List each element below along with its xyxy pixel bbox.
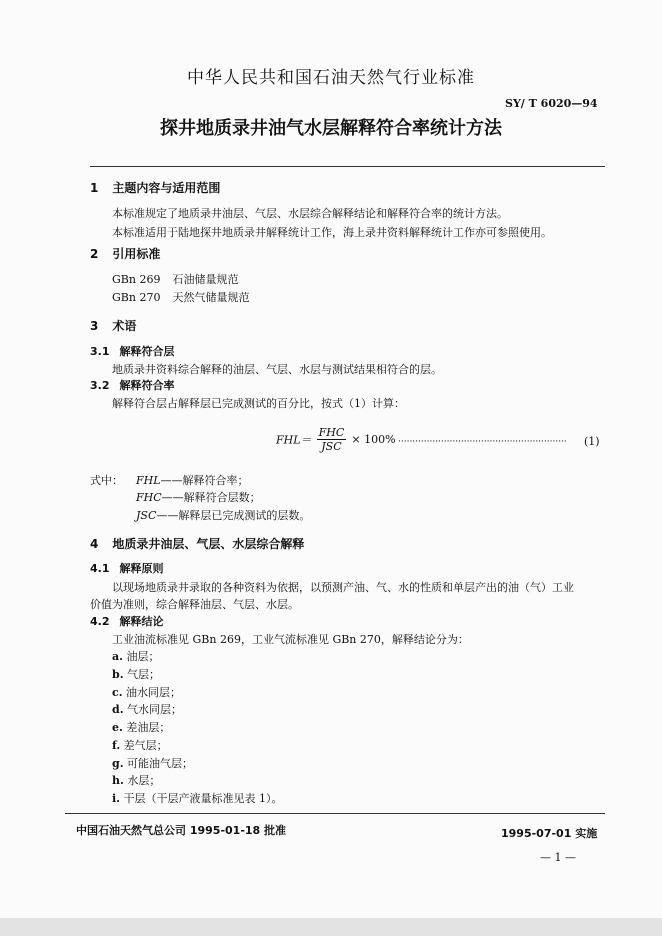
where-symbol: FHC [136,491,162,504]
where-symbol: FHL [136,474,161,487]
section-4-heading [90,536,304,552]
list-item [112,791,283,807]
section-3-1-number: 3.1 [90,345,110,358]
list-text: 气水同层； [127,703,183,716]
formula-denominator: JSC [321,440,342,453]
where-item [136,508,310,524]
list-text: 水层； [127,774,161,787]
list-item [112,756,193,772]
reference-code: GBn 270 [112,291,161,304]
list-item [112,773,160,789]
list-text: 可能油气层； [127,757,194,770]
reference-name: 天然气储量规范 [172,291,250,304]
list-marker: a. [112,650,123,663]
section-3-2-text: 解释符合层占解释层已完成测试的百分比，按式（1）计算： [112,397,405,410]
where-description: ——解释符合层数； [161,491,261,504]
section-4-2-intro: 工业油流标准见 GBn 269，工业气流标准见 GBn 270，解释结论分为： [112,633,469,646]
list-item [112,720,170,736]
list-text: 气层； [127,668,161,681]
footer-rule [65,813,605,814]
where-description: ——解释层已完成测试的层数。 [156,509,311,522]
list-item [112,685,181,701]
section-4-1-title: 解释原则 [119,562,164,575]
section-3-1-heading [90,344,175,360]
section-2-heading [90,246,160,262]
list-item [112,738,168,754]
section-3-2-number: 3.2 [90,379,110,392]
list-text: 油水同层； [126,686,182,699]
section-4-2-heading [90,614,164,630]
approval-line: 中国石油天然气总公司 1995-01-18 批准 [76,824,287,837]
reference-item [112,272,238,288]
list-marker: e. [112,721,123,734]
section-1-number: 1 [90,181,99,195]
section-4-2-title: 解释结论 [119,615,164,628]
section-3-heading [90,318,136,334]
list-marker: g. [112,757,124,770]
effective-date: 1995-07-01 实施 [501,827,598,840]
page-number: — 1 — [540,851,576,864]
list-marker: i. [112,792,121,805]
section-4-title: 地质录井油层、气层、水层综合解释 [112,537,305,551]
list-marker: b. [112,668,124,681]
list-marker: f. [112,739,121,752]
standard-code: SY/ T 6020—94 [505,97,598,110]
list-item [112,702,182,718]
section-3-2-title: 解释符合率 [119,379,175,392]
section-3-1-title: 解释符合层 [119,345,175,358]
formula-rhs: × 100% [351,433,396,446]
section-3-2-heading [90,378,175,394]
reference-item [112,290,249,306]
formula-leader-dots: ··························································· [398,437,567,447]
formula-number: (1) [584,435,600,448]
list-marker: d. [112,703,124,716]
where-item [136,490,261,506]
scan-edge [0,918,662,936]
formula-numerator: FHC [318,426,345,439]
where-description: ——解释符合率； [160,474,249,487]
section-4-2-number: 4.2 [90,615,110,628]
section-2-number: 2 [90,247,99,261]
formula [276,426,396,453]
list-marker: c. [112,686,123,699]
list-marker: h. [112,774,124,787]
section-2-title: 引用标准 [112,247,161,261]
reference-name: 石油储量规范 [172,273,239,286]
list-text: 干层（干层产液量标准见表 1）。 [123,792,283,805]
section-4-1-number: 4.1 [90,562,110,575]
formula-lhs: FHL＝ [276,433,312,447]
formula-fraction [317,426,347,453]
list-text: 差油层； [126,721,171,734]
where-label: 式中： [90,474,123,487]
section-1-title: 主题内容与适用范围 [112,181,221,195]
section-4-1-line-2: 价值为准则，综合解释油层、气层、水层。 [90,598,299,611]
where-symbol: JSC [136,509,157,522]
section-1-paragraph-2: 本标准适用于陆地探井地质录井解释统计工作，海上录井资料解释统计工作亦可参照使用。 [112,226,552,239]
section-4-1-heading [90,561,164,577]
section-1-paragraph-1: 本标准规定了地质录井油层、气层、水层综合解释结论和解释符合率的统计方法。 [112,207,508,220]
section-1-heading [90,180,220,196]
header-rule [90,166,605,167]
list-item [112,667,160,683]
org-title: 中华人民共和国石油天然气行业标准 [187,68,475,88]
section-3-number: 3 [90,319,99,333]
section-4-number: 4 [90,537,99,551]
reference-code: GBn 269 [112,273,161,286]
section-3-title: 术语 [112,319,137,333]
list-item [112,649,159,665]
list-text: 差气层； [123,739,168,752]
where-item [136,473,249,489]
document-title: 探井地质录井油气水层解释符合率统计方法 [160,118,502,139]
list-text: 油层； [126,650,160,663]
section-3-1-text: 地质录井资料综合解释的油层、气层、水层与测试结果相符合的层。 [112,363,442,376]
section-4-1-line-1: 以现场地质录井录取的各种资料为依据，以预测产油、气、水的性质和单层产出的油（气）工业 [112,581,574,594]
